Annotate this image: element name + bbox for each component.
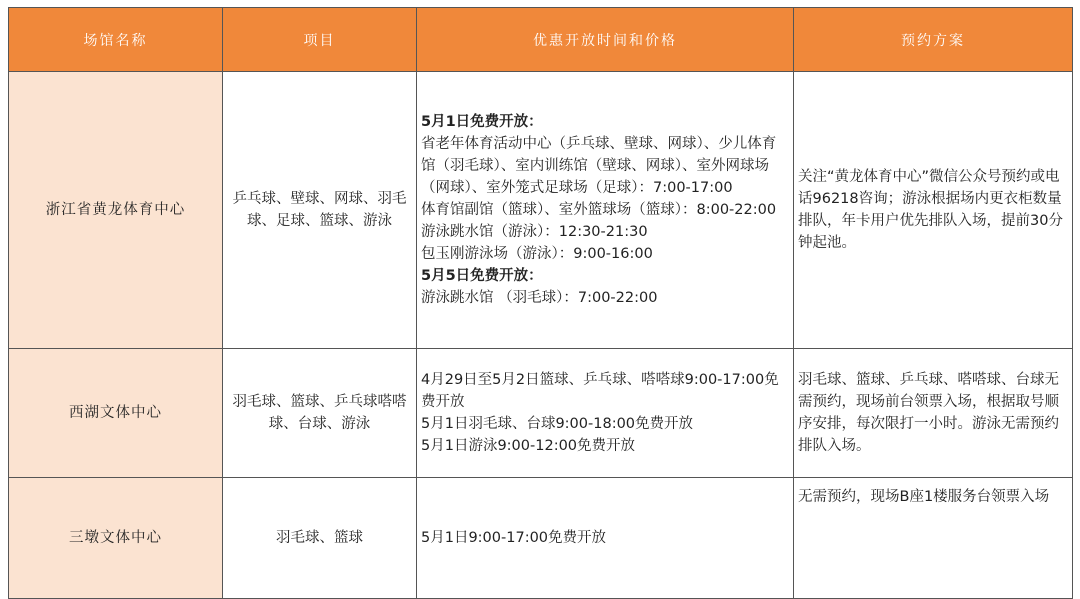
header-venue-name: 场馆名称 <box>9 8 223 72</box>
hours-cell <box>417 72 794 349</box>
table-row <box>9 72 1073 349</box>
table-row <box>9 478 1073 599</box>
hours-line: 5月5日免费开放： <box>421 268 543 284</box>
venue-name-cell: 浙江省黄龙体育中心 <box>9 72 223 349</box>
header-hours-price: 优惠开放时间和价格 <box>417 8 794 72</box>
hours-line: 5月1日羽毛球、台球9:00-18:00免费开放 <box>421 416 694 432</box>
table-row <box>9 349 1073 478</box>
header-booking-plan: 预约方案 <box>794 8 1073 72</box>
hours-line: 游泳跳水馆 （羽毛球）：7:00-22:00 <box>421 290 658 306</box>
hours-line: 5月1日免费开放： <box>421 114 543 130</box>
hours-line: 5月1日9:00-17:00免费开放 <box>421 530 607 546</box>
venue-name-cell: 西湖文体中心 <box>9 349 223 478</box>
table-header-row <box>9 8 1073 72</box>
project-cell: 乒乓球、壁球、网球、羽毛球、足球、篮球、游泳 <box>223 72 417 349</box>
venue-name-cell: 三墩文体中心 <box>9 478 223 599</box>
header-project: 项目 <box>223 8 417 72</box>
venue-table-container <box>8 7 1072 587</box>
booking-cell: 羽毛球、篮球、乒乓球、嗒嗒球、台球无需预约，现场前台领票入场，根据取号顺序安排，每次限打一小时。游泳无需预约排队入场。 <box>794 349 1073 478</box>
hours-line: 游泳跳水馆（游泳）：12:30-21:30 <box>421 224 648 240</box>
project-cell: 羽毛球、篮球 <box>223 478 417 599</box>
hours-cell <box>417 349 794 478</box>
booking-cell: 无需预约，现场B座1楼服务台领票入场 <box>794 478 1073 599</box>
hours-line: 5月1日游泳9:00-12:00免费开放 <box>421 438 636 454</box>
venue-table <box>8 7 1073 599</box>
project-cell: 羽毛球、篮球、乒乓球嗒嗒球、台球、游泳 <box>223 349 417 478</box>
hours-cell <box>417 478 794 599</box>
hours-line: 体育馆副馆（篮球）、室外篮球场（篮球）：8:00-22:00 <box>421 202 777 218</box>
hours-line: 4月29日至5月2日篮球、乒乓球、嗒嗒球9:00-17:00免费开放 <box>421 372 779 410</box>
hours-line: 省老年体育活动中心（乒乓球、壁球、网球）、少儿体育馆（羽毛球）、室内训练馆（壁球、网球）、室外网球场（网球）、室外笼式足球场（足球）：7:00-17:00 <box>421 136 777 196</box>
hours-line: 包玉刚游泳场（游泳）：9:00-16:00 <box>421 246 653 262</box>
booking-cell: 关注“黄龙体育中心”微信公众号预约或电话96218咨询；游泳根据场内更衣柜数量排队，年卡用户优先排队入场，提前30分钟起池。 <box>794 72 1073 349</box>
